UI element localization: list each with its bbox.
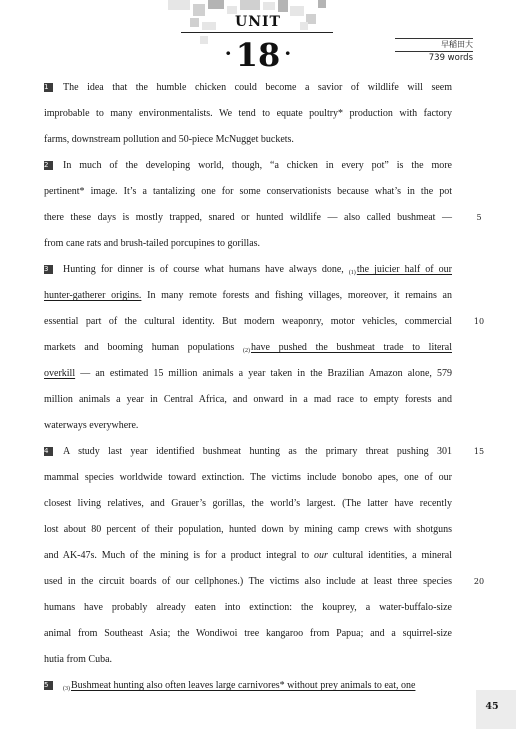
question-marker: (3)	[63, 686, 70, 692]
text-segment: from cane rats and brush-tailed porcupines to gorillas.	[44, 238, 261, 249]
margin-line-number: 5	[476, 213, 482, 222]
text-segment: waterways everywhere.	[44, 420, 139, 431]
header-decoration	[200, 36, 208, 44]
unit-number-value: 18	[235, 36, 281, 74]
paragraph-number: 5	[44, 681, 53, 690]
text-line	[44, 517, 452, 543]
text-segment: improbable to many environmentalists. We tend to equate poultry* production with factory	[44, 108, 452, 119]
underlined-text: have pushed the bushmeat trade to literal	[251, 342, 452, 353]
text-line	[44, 335, 452, 361]
text-line	[44, 413, 452, 439]
text-line	[44, 101, 452, 127]
header-decoration	[202, 22, 216, 30]
text-segment: hutia from Cuba.	[44, 654, 113, 665]
unit-label: UNIT	[235, 14, 281, 30]
underlined-text: Bushmeat hunting also often leaves large carnivores* without prey animals to eat, one	[71, 680, 416, 691]
text-segment: In much of the developing world, though, “a chicken in every pot” is the more	[63, 160, 452, 171]
text-line	[44, 205, 452, 231]
source-name: 早稲田大	[395, 38, 473, 52]
page-number: 45	[485, 701, 499, 712]
text-line	[44, 361, 452, 387]
text-line	[44, 179, 452, 205]
title-rule	[181, 32, 333, 33]
text-line	[44, 439, 452, 465]
text-segment: A study last year identified bushmeat hunting as the primary threat pushing 301	[63, 446, 452, 457]
text-segment: essential part of the cultural identity. But modern weaponry, motor vehicles, commercial	[44, 316, 452, 327]
header-decoration	[227, 6, 237, 14]
text-line	[44, 387, 452, 413]
margin-line-number: 10	[473, 317, 485, 326]
text-segment: humans have probably already eaten into extinction: the kouprey, a water-buffalo-size	[44, 602, 452, 613]
text-line	[44, 465, 452, 491]
text-line	[44, 595, 452, 621]
text-segment: there these days is mostly trapped, snared or hunted wildlife — also called bushmeat —	[44, 212, 452, 223]
source-box	[395, 38, 473, 64]
text-segment: — an estimated 15 million animals a year taken in the Brazilian Amazon alone, 579	[75, 368, 452, 379]
text-segment: used in the circuit boards of our cellphones.) The victims also include at least three species	[44, 576, 452, 587]
header-decoration	[300, 22, 308, 30]
text-segment: Hunting for dinner is of course what humans have always done,	[63, 264, 349, 275]
reading-passage	[44, 75, 452, 699]
header-decoration	[168, 0, 190, 10]
text-line	[44, 491, 452, 517]
unit-dot-left: ·	[224, 41, 232, 65]
text-segment: animal from Southeast Asia; the Wondiwoi tree kangaroo from Papua; and a squirrel-size	[44, 628, 452, 639]
text-line	[44, 569, 452, 595]
header-decoration	[190, 18, 199, 27]
text-line	[44, 75, 452, 101]
text-segment: closest living relatives, and Grauer’s gorillas, the world’s largest. (The latter have recently	[44, 498, 452, 509]
header-decoration	[208, 0, 224, 9]
paragraph-number: 4	[44, 447, 53, 456]
text-line	[44, 283, 452, 309]
question-marker: (1)	[348, 270, 356, 276]
text-line	[44, 673, 452, 699]
word-count: 739 words	[428, 53, 473, 63]
text-line	[44, 647, 452, 673]
question-marker: (2)	[243, 348, 250, 354]
text-segment: and AK-47s. Much of the mining is for a product integral to	[44, 550, 315, 561]
text-line	[44, 153, 452, 179]
text-segment: cultural identities, a mineral	[327, 550, 452, 561]
underlined-text: hunter-gatherer origins.	[44, 290, 142, 301]
text-line	[44, 309, 452, 335]
text-line	[44, 231, 452, 257]
text-line	[44, 127, 452, 153]
header-decoration	[278, 0, 288, 12]
paragraph-number: 2	[44, 161, 53, 170]
text-segment: million animals a year in Central Africa, and onward in a mad race to empty forests and	[44, 394, 452, 405]
margin-line-number: 20	[473, 577, 485, 586]
unit-dot-right: ·	[284, 41, 292, 65]
text-segment: mammal species worldwide toward extinction. The victims include bonobo apes, one of our	[44, 472, 452, 483]
emphasized-text: our	[314, 550, 328, 561]
margin-line-number: 15	[473, 447, 485, 456]
text-segment: farms, downstream pollution and 50-piece McNugget buckets.	[44, 134, 294, 145]
header-decoration	[240, 0, 260, 10]
text-segment: lost about 80 percent of their population, hunted down by mining camp crews with shotguns	[44, 524, 452, 535]
text-segment: In many remote forests and fishing villages, moreover, it remains an	[141, 290, 452, 301]
unit-number	[208, 34, 308, 74]
text-line	[44, 543, 452, 569]
underlined-text: overkill	[44, 368, 76, 379]
header-decoration	[318, 0, 326, 8]
text-segment: markets and booming human populations	[44, 342, 243, 353]
text-line	[44, 621, 452, 647]
text-segment: pertinent* image. It’s a tantalizing one for some conservationists because what’s in the pot	[44, 186, 452, 197]
underlined-text: the juicier half of our	[356, 264, 452, 275]
header-decoration	[263, 2, 275, 10]
text-segment: The idea that the humble chicken could become a savior of wildlife will seem	[63, 82, 452, 93]
header-decoration	[193, 4, 205, 16]
paragraph-number: 1	[44, 83, 53, 92]
text-line	[44, 257, 452, 283]
paragraph-number: 3	[44, 265, 53, 274]
